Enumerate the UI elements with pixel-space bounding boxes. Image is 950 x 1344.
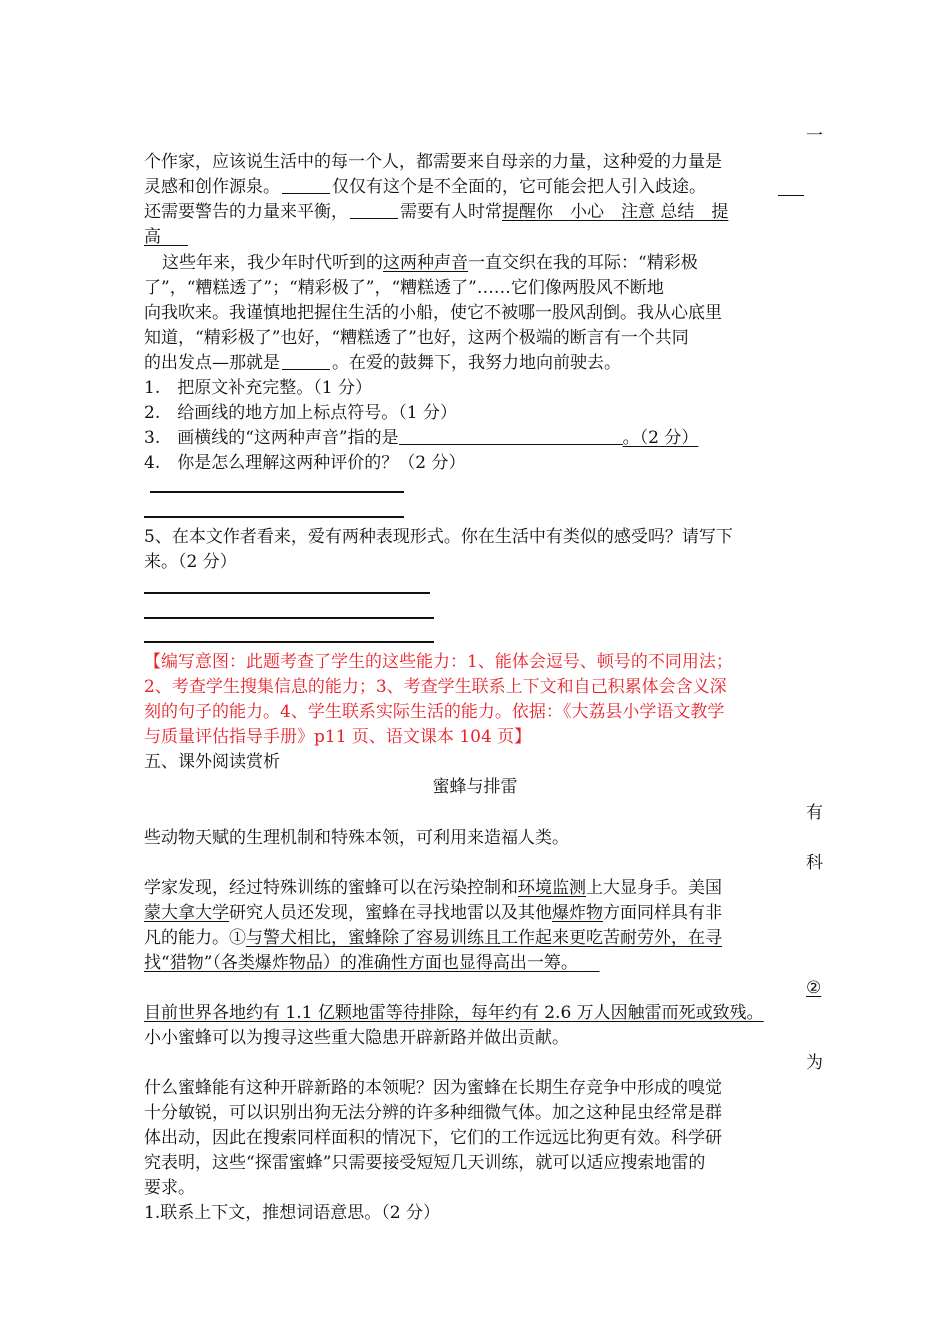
fill-blank-3 [350,201,398,219]
passage1-para2-line-3: 向我吹来。我谨慎地把握住生活的小船，使它不被哪一股风刮倒。我从心底里 [144,303,722,323]
passage1-line-4: 高 [144,227,161,247]
question-1: 1. 把原文补充完整。（1 分） [144,378,372,398]
fill-blank-4 [282,352,330,370]
section-heading: 五、课外阅读赏析 [144,752,280,772]
article-line-3: 蒙大拿大学研究人员还发现，蜜蜂在寻找地雷以及其他爆炸物方面同样具有非 [144,903,722,923]
section5-question-1: 1.联系上下文，推想词语意思。（2 分） [144,1203,440,1223]
design-intent-line-3: 刻的句子的能力。4、学生联系实际生活的能力。依据：《大荔县小学语文教学 [144,702,725,722]
article-line-8: 什么蜜蜂能有这种开辟新路的本领呢？因为蜜蜂在长期生存竞争中形成的嗅觉 [144,1078,722,1098]
underlined-sentence-2: 目前世界各地约有 1.1 亿颗地雷等待排除，每年约有 2.6 万人因触雷而死或致残。 [144,1003,764,1023]
article-line-2: 学家发现，经过特殊训练的蜜蜂可以在污染控制和环境监测上大显身手。美国 [144,878,722,898]
question-4: 4. 你是怎么理解这两种评价的？（2 分） [144,453,466,473]
article-line-5: 找“猎物”（各类爆炸物品）的准确性方面也显得高出一筹。 [144,953,578,973]
passage1-line-1: 个作家，应该说生活中的每一个人，都需要来自母亲的力量，这种爱的力量是 [144,152,722,172]
article-line-9: 十分敏锐，可以识别出狗无法分辨的许多种细微气体。加之这种昆虫经常是群 [144,1103,722,1123]
underlined-sentence-1: 与警犬相比，蜜蜂除了容易训练且工作起来更吃苦耐劳外，在寻 [246,928,722,948]
answer-underlined-text: 提醒你 小心 注意 总结 提 [502,202,729,222]
article-line-12: 要求。 [144,1178,195,1198]
answer-line [144,617,434,619]
answer-line [144,592,430,594]
underlined-phrase: 这两种声音 [383,253,468,273]
design-intent-line-4: 与质量评估指导手册》p11 页、语文课本 104 页】 [144,727,532,747]
passage1-para2-line-5: 的出发点—那就是 。在爱的鼓舞下，我努力地向前驶去。 [144,353,621,373]
answer-line [144,516,404,518]
passage1-para2-line-2: 了”，“糟糕透了”；“精彩极了”，“糟糕透了”……它们像两股风不断地 [144,278,664,298]
article-line-7: 小小蜜蜂可以为搜寻这些重大隐患开辟新路并做出贡献。 [144,1028,569,1048]
question-5-line-1: 5、在本文作者看来，爱有两种表现形式。你在生活中有类似的感受吗？请写下 [144,527,733,547]
para-start-char: 科 [806,853,823,873]
passage1-para2-line-1: 这些年来，我少年时代听到的这两种声音一直交织在我的耳际：“精彩极 [162,253,698,273]
design-intent-line-2: 2、考查学生搜集信息的能力；3、考查学生联系上下文和自己积累体会含义深 [144,677,727,697]
design-intent-line-1: 【编写意图：此题考查了学生的这些能力：1、能体会逗号、顿号的不同用法； [144,652,733,672]
para-start-char: 为 [806,1053,823,1073]
article-line-4: 凡的能力。①与警犬相比，蜜蜂除了容易训练且工作起来更吃苦耐劳外，在寻 [144,928,722,948]
leading-dash: 一 [806,126,823,146]
fill-blank-2 [778,178,804,196]
article-title: 蜜蜂与排雷 [432,777,518,797]
article-line-1: 些动物天赋的生理机制和特殊本领，可利用来造福人类。 [144,828,569,848]
passage1-line-3: 还需要警告的力量来平衡， 需要有人时常提醒你 小心 注意 总结 提 [144,202,729,222]
question-5-line-2: 来。（2 分） [144,552,237,572]
article-line-10: 体出动，因此在搜索同样面积的情况下，它们的工作远远比狗更有效。科学研 [144,1128,722,1148]
passage1-line-2: 灵感和创作源泉。 仅仅有这个是不全面的，它可能会把人引入歧途。 [144,177,706,197]
sentence-marker-2: ② [806,978,822,998]
article-line-11: 究表明，这些“探雷蜜蜂”只需要接受短短几天训练，就可以适应搜索地雷的 [144,1153,706,1173]
underlined-term: 蒙大拿大学 [144,903,229,923]
para-start-char: 有 [806,803,823,823]
passage1-para2-line-4: 知道，“精彩极了”也好，“糟糕透了”也好，这两个极端的断言有一个共同 [144,328,689,348]
answer-blank [399,427,623,445]
answer-line [144,641,434,643]
underlined-term: 爆炸物 [552,903,603,923]
fill-blank-1 [282,176,330,194]
question-3: 3. 画横线的“这两种声音”指的是 。（2 分） [144,428,699,448]
question-2: 2. 给画线的地方加上标点符号。（1 分） [144,403,457,423]
underlined-term: 环境监测 [518,878,586,898]
answer-line [150,491,404,493]
